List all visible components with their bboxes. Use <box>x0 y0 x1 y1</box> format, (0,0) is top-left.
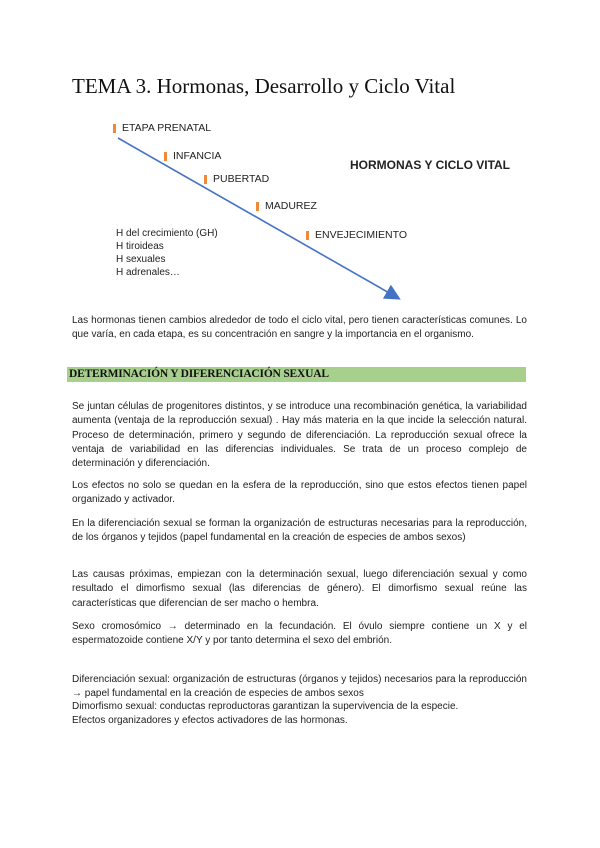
stage-marker-icon <box>164 152 167 161</box>
hormone-item: H del crecimiento (GH) <box>116 228 218 239</box>
page-title: TEMA 3. Hormonas, Desarrollo y Ciclo Vital <box>72 74 456 98</box>
hormone-list <box>116 227 218 279</box>
hormone-item: H adrenales… <box>116 267 180 278</box>
body-paragraph: Sexo cromosómico → determinado en la fecundación. El óvulo siempre contiene un X y el espermatozoide contiene X/Y y por tanto determina el sexo del embrión. <box>72 621 527 647</box>
section-heading: DETERMINACIÓN Y DIFERENCIACIÓN SEXUAL <box>69 368 329 380</box>
stage-marker-icon <box>306 231 309 240</box>
stage-envejecimiento: ENVEJECIMIENTO <box>306 229 407 241</box>
body-paragraph: Los efectos no solo se quedan en la esfera de la reproducción, sino que estos efectos tienen papel organizado y activador. <box>72 480 527 506</box>
summary-line: Efectos organizadores y efectos activadores de las hormonas. <box>72 714 348 726</box>
stage-prenatal: ETAPA PRENATAL <box>113 122 211 134</box>
body-paragraph: Se juntan células de progenitores distintos, y se introduce una recombinación genética, la variabilidad aumenta (ventaja de la reproducción sexual) . Hay más materia en la que incide la selección natural. Proceso de determinación, primero y segundo de diferenciación. La reproducción sexual ofrece la ventaja de variabilidad en las diferencias individuales. Se trata de un proceso complejo de determinación y diferenciación. <box>72 401 527 470</box>
intro-paragraph: Las hormonas tienen cambios alrededor de todo el ciclo vital, pero tienen características comunes. Lo que varía, en cada etapa, es su concentración en sangre y la importancia en el organismo. <box>72 315 527 341</box>
stage-marker-icon <box>256 202 259 211</box>
summary-block <box>72 673 527 727</box>
summary-line: Dimorfismo sexual: conductas reproductoras garantizan la supervivencia de la especie. <box>72 701 459 712</box>
summary-line: Diferenciación sexual: organización de estructuras (órganos y tejidos) necesarios para la reproducción → papel fundamental en la creación de especies de ambos sexos <box>72 674 527 699</box>
hormone-item: H tiroideas <box>116 241 164 252</box>
stage-madurez: MADUREZ <box>256 200 317 212</box>
stage-marker-icon <box>113 124 116 133</box>
stage-pubertad: PUBERTAD <box>204 173 269 185</box>
stage-marker-icon <box>204 175 207 184</box>
stage-infancia: INFANCIA <box>164 150 221 162</box>
hormone-item: H sexuales <box>116 254 166 265</box>
body-paragraph: En la diferenciación sexual se forman la organización de estructuras necesarias para la reproducción, de los órganos y tejidos (papel fundamental en la creación de especies de ambos sexos) <box>72 518 527 544</box>
body-paragraph: Las causas próximas, empiezan con la determinación sexual, luego diferenciación sexual y como resultado el dimorfismo sexual (las diferencias de género). El dimorfismo sexual reúne las características que diferencian de ser macho o hembra. <box>72 569 527 609</box>
diagram-heading: HORMONAS Y CICLO VITAL <box>350 158 511 172</box>
life-cycle-diagram <box>0 110 600 310</box>
